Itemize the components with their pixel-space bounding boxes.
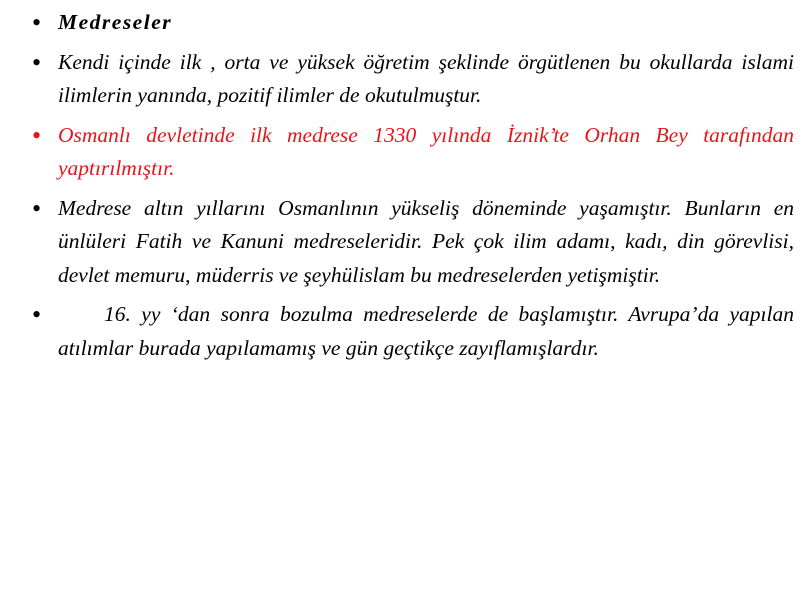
bullet-dot-icon: • — [32, 193, 42, 223]
bullet-dot-icon: • — [32, 300, 42, 329]
bullet-item-golden-years — [0, 192, 794, 293]
bullet-item-decline — [0, 298, 794, 365]
bullet-item-education — [0, 46, 794, 113]
bullet-text: Kendi içinde ilk , orta ve yüksek öğretim şeklinde örgütlenen bu okullarda islami ilimlerin yanında, pozitif ilimler de okutulmuştur. — [58, 49, 794, 107]
bullet-item-title — [0, 6, 794, 40]
bullet-text: Medrese altın yıllarını Osmanlının yükseliş döneminde yaşamıştır. Bunların en ünlüleri Fatih ve Kanuni medreseleridir. Pek çok ilim adamı, kadı, din görevlisi, devlet memuru, müderris ve şeyhülislam bu medreselerden yetişmiştir. — [58, 195, 794, 287]
bullet-item-first-medrese — [0, 119, 794, 186]
bullet-text: Osmanlı devletinde ilk medrese 1330 yılında İznik’te Orhan Bey tarafından yaptırılmıştır. — [58, 122, 794, 180]
slide-title: Medreseler — [58, 10, 173, 34]
bullet-dot-icon: • — [32, 120, 42, 150]
bullet-list — [0, 6, 794, 365]
bullet-dot-icon: • — [32, 8, 42, 37]
bullet-text: 16. yy ‘dan sonra bozulma medreselerde de başlamıştır. Avrupa’da yapılan atılımlar burada yapılamamış ve gün geçtikçe zayıflamışlardır. — [58, 302, 794, 360]
bullet-dot-icon: • — [32, 47, 42, 77]
